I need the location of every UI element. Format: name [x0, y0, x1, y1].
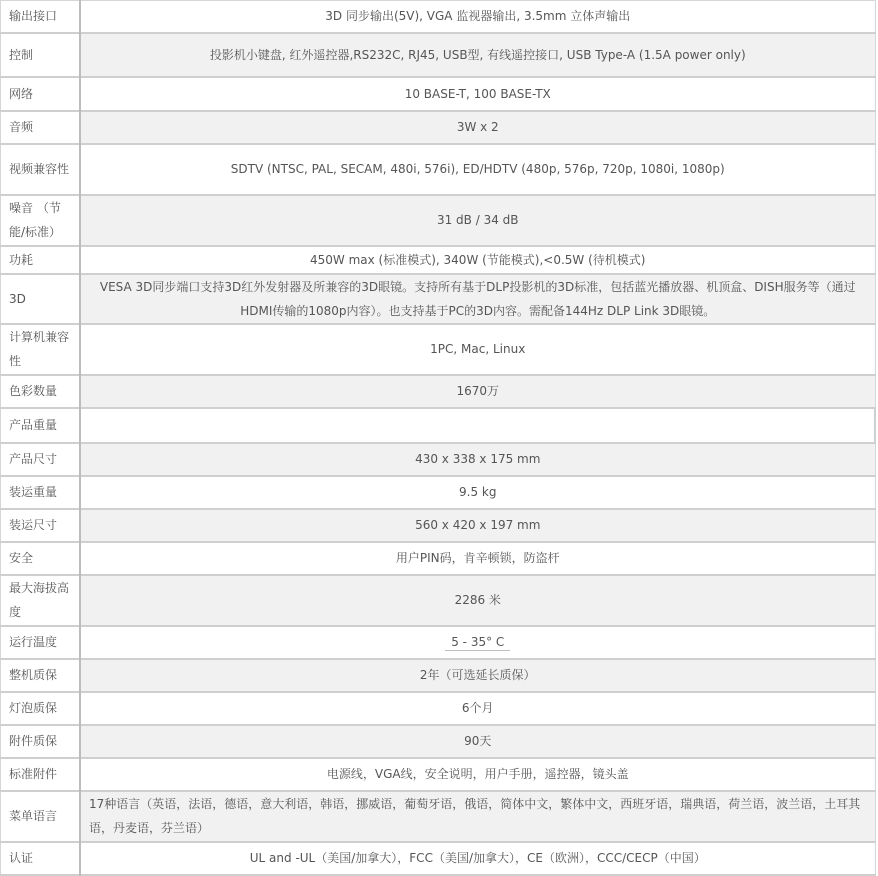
spec-value: 450W max (标准模式), 340W (节能模式),<0.5W (待机模式)	[80, 246, 875, 274]
spec-label: 产品重量	[1, 408, 81, 443]
spec-row-power	[1, 246, 876, 274]
spec-row-lamp-warranty	[1, 692, 876, 725]
spec-row-audio	[1, 111, 876, 144]
spec-value: 2年（可选延长质保）	[80, 659, 875, 692]
spec-row-output	[1, 1, 876, 33]
spec-label: 计算机兼容性	[1, 324, 81, 375]
spec-row-network	[1, 77, 876, 111]
spec-value: 9.5 kg	[80, 476, 875, 509]
spec-label: 音频	[1, 111, 81, 144]
spec-row-warranty	[1, 659, 876, 692]
spec-row-noise	[1, 195, 876, 246]
spec-value: 560 x 420 x 197 mm	[80, 509, 875, 542]
spec-value: 1670万	[80, 375, 875, 408]
spec-label: 最大海拔高度	[1, 575, 81, 626]
spec-label: 灯泡质保	[1, 692, 81, 725]
spec-value: 6个月	[80, 692, 875, 725]
spec-label: 控制	[1, 33, 81, 77]
spec-value: 31 dB / 34 dB	[80, 195, 875, 246]
spec-row-altitude	[1, 575, 876, 626]
spec-row-weight	[1, 408, 876, 443]
spec-value: 用户PIN码，肯辛顿锁，防盗杆	[80, 542, 875, 575]
spec-value: 2286 米	[80, 575, 875, 626]
spec-row-ship-size	[1, 509, 876, 542]
spec-label: 认证	[1, 842, 81, 875]
spec-row-temperature	[1, 626, 876, 659]
spec-label: 运行温度	[1, 626, 81, 659]
spec-value: 3W x 2	[80, 111, 875, 144]
spec-value: 3D 同步输出(5V), VGA 监视器输出, 3.5mm 立体声输出	[80, 1, 875, 33]
spec-label: 装运尺寸	[1, 509, 81, 542]
spec-label: 3D	[1, 274, 81, 324]
spec-label: 整机质保	[1, 659, 81, 692]
spec-label: 标准附件	[1, 758, 81, 791]
spec-value: SDTV (NTSC, PAL, SECAM, 480i, 576i), ED/HDTV (480p, 576p, 720p, 1080i, 1080p)	[80, 144, 875, 195]
spec-value: 90天	[80, 725, 875, 758]
spec-label: 色彩数量	[1, 375, 81, 408]
spec-label: 产品尺寸	[1, 443, 81, 476]
spec-value: 电源线，VGA线，安全说明，用户手册，遥控器，镜头盖	[80, 758, 875, 791]
spec-label: 网络	[1, 77, 81, 111]
spec-value	[80, 626, 875, 659]
spec-row-security	[1, 542, 876, 575]
spec-label: 安全	[1, 542, 81, 575]
spec-row-ship-weight	[1, 476, 876, 509]
spec-row-size	[1, 443, 876, 476]
spec-row-3d	[1, 274, 876, 324]
spec-value: UL and -UL（美国/加拿大），FCC（美国/加拿大），CE（欧洲），CCC/CECP（中国）	[80, 842, 875, 875]
spec-value: 投影机小键盘, 红外遥控器,RS232C, RJ45, USB型, 有线遥控接口, USB Type-A (1.5A power only)	[80, 33, 875, 77]
spec-value	[80, 408, 875, 443]
spec-row-menu-languages	[1, 791, 876, 842]
spec-value: 10 BASE-T, 100 BASE-TX	[80, 77, 875, 111]
spec-row-standard-accessories	[1, 758, 876, 791]
spec-row-control	[1, 33, 876, 77]
spec-label: 视频兼容性	[1, 144, 81, 195]
spec-value: 17种语言（英语，法语，德语，意大利语，韩语，挪威语，葡萄牙语，俄语，简体中文，繁体中文，西班牙语，瑞典语，荷兰语，波兰语，土耳其语，丹麦语，芬兰语）	[80, 791, 875, 842]
spec-row-colors	[1, 375, 876, 408]
spec-label: 菜单语言	[1, 791, 81, 842]
spec-row-certification	[1, 842, 876, 875]
spec-value: VESA 3D同步端口支持3D红外发射器及所兼容的3D眼镜。支持所有基于DLP投影机的3D标准，包括蓝光播放器、机顶盒、DISH服务等（通过HDMI传输的1080p内容）。也支持基于PC的3D内容。需配备144Hz DLP Link 3D眼镜。	[80, 274, 875, 324]
spec-label: 输出接口	[1, 1, 81, 33]
temperature-value: 5 - 35° C	[445, 634, 510, 651]
spec-label: 噪音 （节能/标准）	[1, 195, 81, 246]
spec-row-accessory-warranty	[1, 725, 876, 758]
spec-value: 1PC, Mac, Linux	[80, 324, 875, 375]
spec-value: 430 x 338 x 175 mm	[80, 443, 875, 476]
spec-row-pc-compat	[1, 324, 876, 375]
spec-label: 功耗	[1, 246, 81, 274]
spec-label: 装运重量	[1, 476, 81, 509]
spec-label: 附件质保	[1, 725, 81, 758]
spec-row-video-compat	[1, 144, 876, 195]
